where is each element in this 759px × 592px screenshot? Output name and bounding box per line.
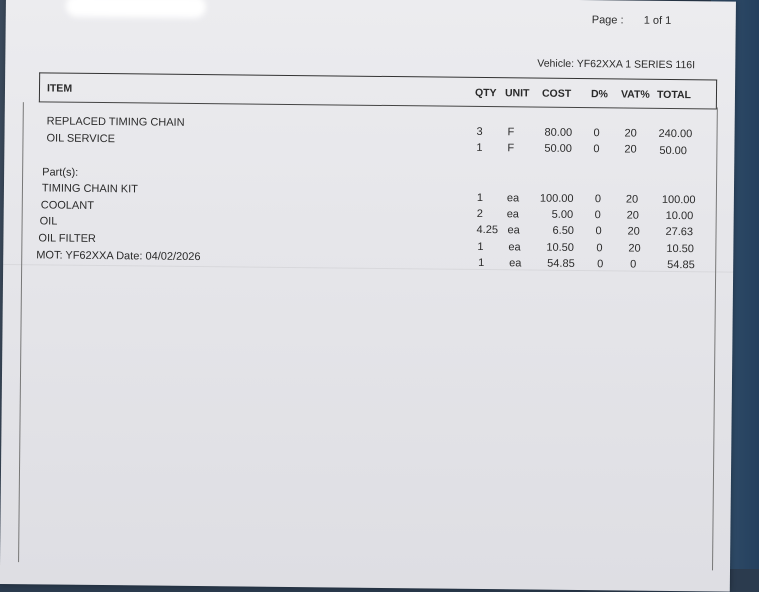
item-cost: 100.00 <box>539 192 574 205</box>
item-total: 50.00 <box>659 144 687 158</box>
item-total: 240.00 <box>658 127 693 141</box>
col-header-vat: VAT% <box>620 88 650 101</box>
col-header-cost: COST <box>541 87 572 100</box>
col-header-qty: QTY <box>474 86 497 100</box>
item-vat: 20 <box>627 225 640 238</box>
item-vat: 20 <box>624 127 637 140</box>
item-name: OIL SERVICE <box>46 132 116 146</box>
item-total: 10.00 <box>665 209 694 223</box>
item-qty: 3 <box>476 125 483 138</box>
table-header-box <box>39 72 717 109</box>
page-label: Page : <box>591 14 624 27</box>
item-qty: 4.25 <box>476 223 499 237</box>
item-cost: 5.00 <box>551 208 574 221</box>
vehicle-info: Vehicle: YF62XXA 1 SERIES 116I <box>537 57 696 72</box>
item-qty: 1 <box>476 191 484 205</box>
item-vat: 20 <box>624 143 637 156</box>
item-unit: ea <box>506 208 520 221</box>
item-name: OIL <box>39 215 58 228</box>
item-unit: ea <box>506 192 520 205</box>
left-border <box>18 102 24 562</box>
page-value: 1 of 1 <box>643 14 672 27</box>
item-unit: ea <box>508 241 521 254</box>
item-name: COOLANT <box>40 199 95 212</box>
item-qty: 1 <box>478 256 485 270</box>
item-cost: 80.00 <box>544 126 573 139</box>
item-cost: 10.50 <box>546 241 574 254</box>
col-header-total: TOTAL <box>656 88 692 102</box>
col-header-discount: D% <box>590 88 608 101</box>
item-name: REPLACED TIMING CHAIN <box>46 115 185 129</box>
item-vat: 0 <box>630 258 637 271</box>
item-total: 27.63 <box>665 225 694 239</box>
item-unit: F <box>507 142 515 155</box>
item-qty: 1 <box>476 141 483 154</box>
right-border <box>712 107 718 570</box>
item-vat: 20 <box>628 242 641 255</box>
col-header-item: ITEM <box>46 82 73 95</box>
item-total: 54.85 <box>667 258 695 272</box>
item-unit: ea <box>509 257 522 270</box>
parts-label: Part(s): <box>42 166 79 179</box>
item-vat: 20 <box>626 209 640 222</box>
item-total: 100.00 <box>661 193 696 207</box>
paper-fold <box>3 264 733 273</box>
redacted-area <box>66 0 206 18</box>
item-qty: 1 <box>477 240 484 254</box>
item-discount: 0 <box>593 127 600 140</box>
item-discount: 0 <box>596 242 603 255</box>
item-unit: ea <box>507 224 520 237</box>
item-cost: 6.50 <box>552 224 575 237</box>
item-cost: 54.85 <box>547 257 575 270</box>
item-cost: 50.00 <box>544 142 573 155</box>
item-vat: 20 <box>625 193 639 206</box>
item-discount: 0 <box>594 209 601 222</box>
item-total: 10.50 <box>666 242 694 256</box>
item-discount: 0 <box>595 225 602 238</box>
item-discount: 0 <box>597 258 604 271</box>
item-discount: 0 <box>593 143 600 156</box>
item-unit: F <box>507 126 515 139</box>
item-name: OIL FILTER <box>38 232 96 245</box>
item-discount: 0 <box>594 193 602 206</box>
item-name: MOT: YF62XXA Date: 04/02/2026 <box>36 249 201 264</box>
item-qty: 2 <box>476 207 483 221</box>
item-name: TIMING CHAIN KIT <box>41 182 138 196</box>
col-header-unit: UNIT <box>504 87 530 100</box>
